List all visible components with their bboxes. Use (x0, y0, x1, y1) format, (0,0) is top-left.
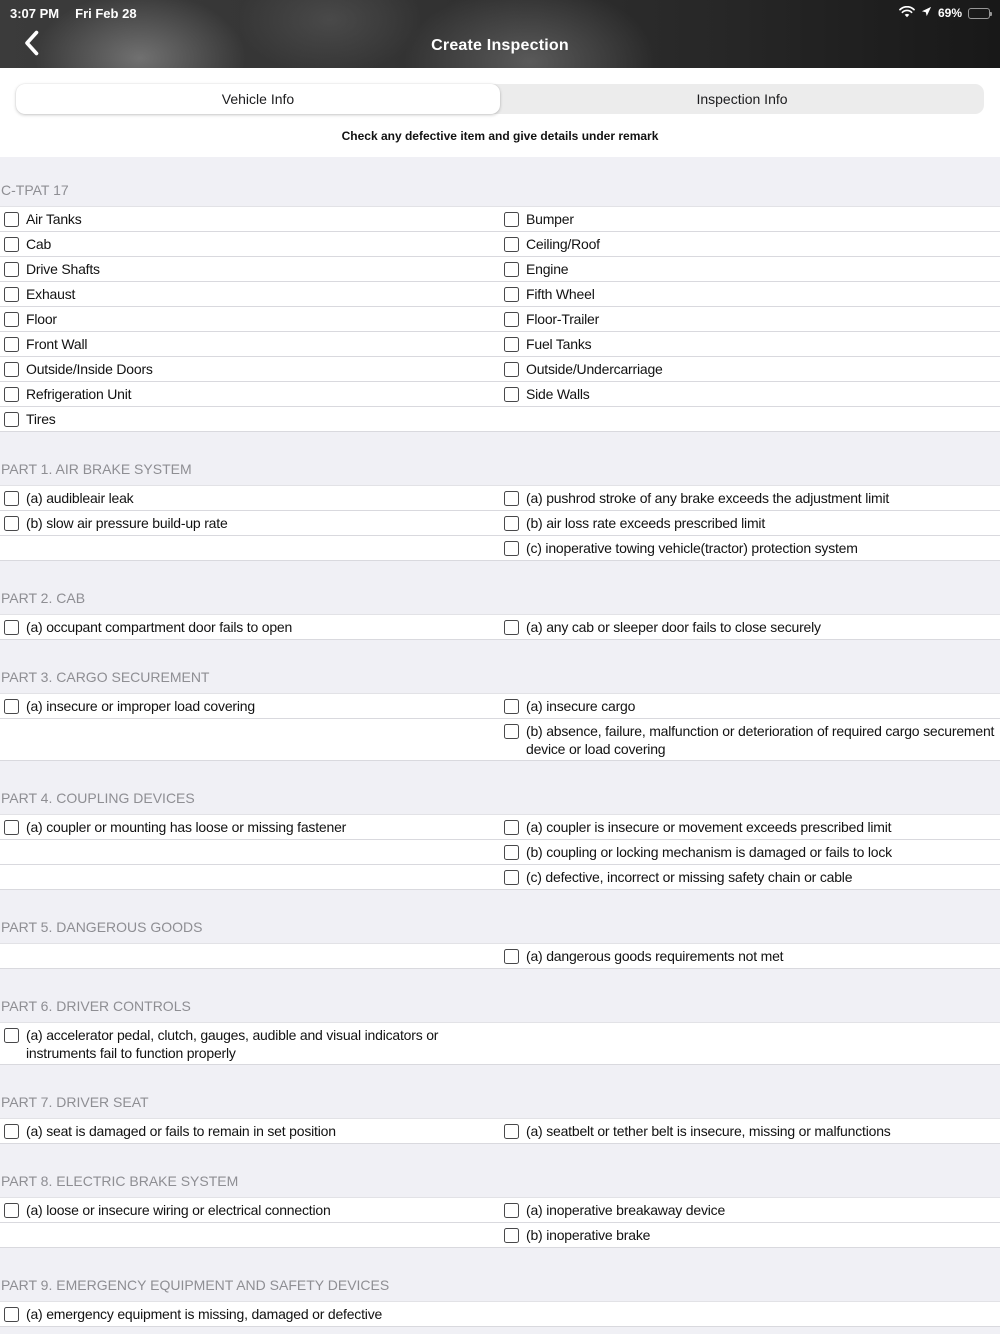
checklist-cell[interactable] (0, 257, 500, 281)
checklist-row (0, 207, 1000, 232)
checkbox-icon[interactable] (504, 541, 519, 556)
checkbox-icon[interactable] (504, 724, 519, 739)
checklist-row (0, 357, 1000, 382)
checklist-cell (0, 536, 500, 560)
checklist-item-label: (b) slow air pressure build-up rate (26, 515, 228, 531)
checklist-cell[interactable] (500, 357, 1000, 381)
checklist (0, 157, 1000, 1334)
checkbox-icon[interactable] (4, 412, 19, 427)
checklist-item-label: (a) loose or insecure wiring or electrical connection (26, 1202, 331, 1218)
checklist-cell (0, 719, 500, 760)
checklist-item-label: Ceiling/Roof (526, 236, 600, 252)
checklist-item-label: Drive Shafts (26, 261, 100, 277)
checkbox-icon[interactable] (4, 362, 19, 377)
checklist-item-label: (a) accelerator pedal, clutch, gauges, audible and visual indicators or instruments fail to function properly (26, 1027, 439, 1061)
checklist-cell[interactable] (0, 232, 500, 256)
battery-percent: 69% (937, 6, 962, 20)
checklist-item-label: Front Wall (26, 336, 88, 352)
checklist-item-label: Fifth Wheel (526, 286, 595, 302)
checklist-row (0, 840, 1000, 865)
checklist-row (0, 615, 1000, 640)
checkbox-icon[interactable] (504, 820, 519, 835)
checklist-cell[interactable] (500, 257, 1000, 281)
checklist-cell[interactable] (0, 207, 500, 231)
checklist-row (0, 694, 1000, 719)
checklist-cell[interactable] (500, 282, 1000, 306)
checklist-item-label: (a) audibleair leak (26, 490, 134, 506)
checklist-row (0, 307, 1000, 332)
checklist-item-label: Engine (526, 261, 569, 277)
checkbox-icon[interactable] (504, 312, 519, 327)
checkbox-icon[interactable] (504, 870, 519, 885)
checklist-item-label: (c) inoperative towing vehicle(tractor) protection system (526, 540, 858, 556)
checklist-cell[interactable] (500, 1223, 1000, 1247)
checklist-item-label: (b) inoperative brake (526, 1227, 651, 1243)
checklist-item-label: (a) coupler is insecure or movement exceeds prescribed limit (526, 819, 892, 835)
checklist-item-label: (a) emergency equipment is missing, damaged or defective (26, 1306, 383, 1322)
checkbox-icon[interactable] (4, 820, 19, 835)
checkbox-icon[interactable] (504, 491, 519, 506)
checklist-cell[interactable] (500, 382, 1000, 406)
checklist-cell[interactable] (0, 307, 500, 331)
checklist-item-label: (a) seatbelt or tether belt is insecure, missing or malfunctions (526, 1123, 891, 1139)
nav-bar (0, 24, 1000, 68)
checklist-item-label: (a) dangerous goods requirements not met (526, 948, 784, 964)
checklist-cell[interactable] (500, 615, 1000, 639)
section-header: PART 2. CAB (0, 561, 1000, 615)
checkbox-icon[interactable] (4, 699, 19, 714)
checklist-cell[interactable] (500, 944, 1000, 968)
checklist-cell[interactable] (500, 536, 1000, 560)
checklist-item-label: (a) seat is damaged or fails to remain in set position (26, 1123, 336, 1139)
checkbox-icon[interactable] (504, 845, 519, 860)
tabs-container (0, 68, 1000, 114)
section-header: PART 8. ELECTRIC BRAKE SYSTEM (0, 1144, 1000, 1198)
checklist-cell[interactable] (0, 1198, 500, 1222)
checklist-row (0, 536, 1000, 561)
tab-inspection-info[interactable]: Inspection Info (696, 91, 788, 107)
checklist-item-label: Outside/Undercarriage (526, 361, 663, 377)
location-icon (921, 6, 932, 20)
checklist-item-label: Cab (26, 236, 52, 252)
checklist-cell[interactable] (500, 511, 1000, 535)
checklist-cell[interactable] (500, 486, 1000, 510)
section-header: PART 7. DRIVER SEAT (0, 1065, 1000, 1119)
checklist-item-label: Refrigeration Unit (26, 386, 132, 402)
checklist-cell[interactable] (500, 232, 1000, 256)
checklist-item-label: Floor-Trailer (526, 311, 600, 327)
checklist-row (0, 511, 1000, 536)
checkbox-icon[interactable] (4, 237, 19, 252)
checklist-cell[interactable] (0, 332, 500, 356)
checklist-cell[interactable] (500, 815, 1000, 839)
checklist-cell (500, 407, 1000, 431)
checkbox-icon[interactable] (4, 1203, 19, 1218)
checklist-row (0, 944, 1000, 969)
section-header: PART 4. COUPLING DEVICES (0, 761, 1000, 815)
checklist-item-label: (a) insecure cargo (526, 698, 636, 714)
checklist-cell (500, 1023, 1000, 1064)
checklist-row (0, 332, 1000, 357)
checklist-item-label: Tires (26, 411, 56, 427)
checklist-cell[interactable] (500, 1198, 1000, 1222)
checklist-cell[interactable] (0, 694, 500, 718)
checkbox-icon[interactable] (4, 312, 19, 327)
checklist-item-label: (a) insecure or improper load covering (26, 698, 255, 714)
checkbox-icon[interactable] (504, 262, 519, 277)
checklist-cell[interactable] (500, 207, 1000, 231)
checkbox-icon[interactable] (504, 387, 519, 402)
tab-vehicle-info[interactable]: Vehicle Info (16, 84, 500, 114)
page-title: Create Inspection (431, 37, 569, 54)
wifi-icon (899, 6, 915, 21)
checklist-row (0, 1119, 1000, 1144)
status-date: Fri Feb 28 (75, 5, 137, 21)
instruction-text: Check any defective item and give details under remark (0, 114, 1000, 157)
checklist-item-label: Fuel Tanks (526, 336, 592, 352)
checkbox-icon[interactable] (4, 337, 19, 352)
checklist-row (0, 282, 1000, 307)
checklist-row (0, 232, 1000, 257)
checklist-row (0, 1302, 1000, 1327)
checkbox-icon[interactable] (4, 1028, 19, 1043)
section-header: C-TPAT 17 (0, 157, 1000, 207)
checkbox-icon[interactable] (504, 620, 519, 635)
checkbox-icon[interactable] (504, 699, 519, 714)
checklist-item-label: Floor (26, 311, 57, 327)
battery-icon (968, 8, 990, 19)
checklist-row (0, 257, 1000, 282)
checklist-row (0, 719, 1000, 761)
checklist-cell (0, 865, 500, 889)
section-header: PART 1. AIR BRAKE SYSTEM (0, 432, 1000, 486)
checklist-cell[interactable] (0, 282, 500, 306)
checkbox-icon[interactable] (4, 1307, 19, 1322)
checklist-cell (0, 840, 500, 864)
checklist-item-label: (a) inoperative breakaway device (526, 1202, 726, 1218)
checklist-cell (0, 944, 500, 968)
checklist-item-label: (a) any cab or sleeper door fails to close securely (526, 619, 821, 635)
checklist-item-label: (a) coupler or mounting has loose or missing fastener (26, 819, 347, 835)
checklist-cell[interactable] (0, 511, 500, 535)
checklist-item-label: (c) defective, incorrect or missing safety chain or cable (526, 869, 853, 885)
checkbox-icon[interactable] (504, 337, 519, 352)
checklist-row (0, 865, 1000, 890)
checkbox-icon[interactable] (4, 287, 19, 302)
section-spacer (0, 1327, 1000, 1334)
checkbox-icon[interactable] (504, 362, 519, 377)
checklist-row (0, 486, 1000, 511)
checkbox-icon[interactable] (4, 212, 19, 227)
checkbox-icon[interactable] (4, 620, 19, 635)
checkbox-icon[interactable] (504, 516, 519, 531)
checklist-row (0, 407, 1000, 432)
checklist-cell[interactable] (500, 1119, 1000, 1143)
status-time: 3:07 PM (10, 5, 60, 21)
checklist-row (0, 382, 1000, 407)
checklist-cell[interactable] (0, 407, 500, 431)
checklist-cell[interactable] (0, 1119, 500, 1143)
checklist-cell[interactable] (500, 840, 1000, 864)
checklist-row (0, 1023, 1000, 1065)
checkbox-icon[interactable] (4, 516, 19, 531)
section-header: PART 9. EMERGENCY EQUIPMENT AND SAFETY DEVICES (0, 1248, 1000, 1302)
checklist-cell[interactable] (0, 357, 500, 381)
checklist-item-label: (b) air loss rate exceeds prescribed limit (526, 515, 766, 531)
checklist-item-label: Bumper (526, 211, 574, 227)
checkbox-icon[interactable] (504, 237, 519, 252)
checklist-cell (0, 1223, 500, 1247)
checkbox-icon[interactable] (504, 1228, 519, 1243)
back-button[interactable] (24, 30, 44, 60)
section-header: PART 3. CARGO SECUREMENT (0, 640, 1000, 694)
checklist-item-label: Outside/Inside Doors (26, 361, 153, 377)
checkbox-icon[interactable] (504, 1203, 519, 1218)
checklist-row (0, 1223, 1000, 1248)
checklist-cell[interactable] (0, 382, 500, 406)
checklist-cell[interactable] (500, 307, 1000, 331)
checklist-cell[interactable] (500, 694, 1000, 718)
checklist-cell[interactable] (0, 1302, 500, 1326)
checklist-item-label: Exhaust (26, 286, 76, 302)
checkbox-icon[interactable] (504, 287, 519, 302)
checklist-row (0, 1198, 1000, 1223)
section-header: PART 5. DANGEROUS GOODS (0, 890, 1000, 944)
checkbox-icon[interactable] (504, 1124, 519, 1139)
checkbox-icon[interactable] (4, 1124, 19, 1139)
app-header (0, 0, 1000, 68)
checklist-cell[interactable] (0, 615, 500, 639)
checklist-cell[interactable] (0, 486, 500, 510)
chevron-left-icon (24, 30, 39, 61)
checklist-cell (500, 1302, 1000, 1326)
checklist-item-label: (a) occupant compartment door fails to open (26, 619, 293, 635)
checkbox-icon[interactable] (504, 212, 519, 227)
checklist-cell[interactable] (500, 719, 1000, 760)
checkbox-icon[interactable] (4, 491, 19, 506)
checklist-cell[interactable] (0, 815, 500, 839)
section-header: PART 6. DRIVER CONTROLS (0, 969, 1000, 1023)
checklist-row (0, 815, 1000, 840)
checklist-item-label: (b) absence, failure, malfunction or deterioration of required cargo securement device or load covering (526, 723, 995, 757)
checklist-item-label: Air Tanks (26, 211, 82, 227)
checkbox-icon[interactable] (504, 949, 519, 964)
checkbox-icon[interactable] (4, 387, 19, 402)
checklist-cell[interactable] (500, 865, 1000, 889)
checklist-item-label: (a) pushrod stroke of any brake exceeds the adjustment limit (526, 490, 890, 506)
checklist-cell[interactable] (0, 1023, 500, 1064)
checklist-item-label: (b) coupling or locking mechanism is damaged or fails to lock (526, 844, 892, 860)
status-bar (0, 0, 1000, 24)
checkbox-icon[interactable] (4, 262, 19, 277)
checklist-cell[interactable] (500, 332, 1000, 356)
checklist-item-label: Side Walls (526, 386, 590, 402)
